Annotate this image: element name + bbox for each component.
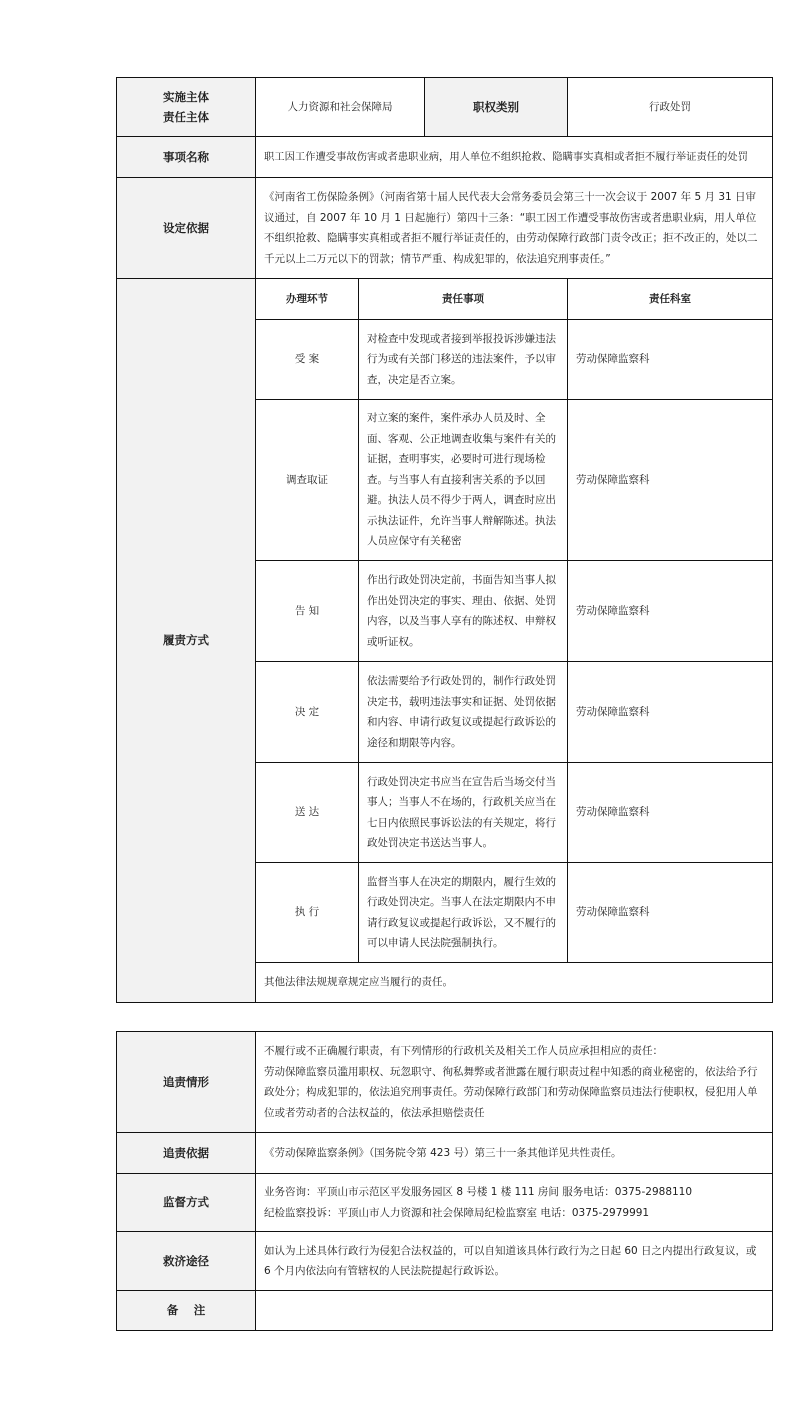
office-cell: 劳动保障监察科 [568, 863, 773, 963]
duty-cell: 依法需要给予行政处罚的，制作行政处罚决定书，载明违法事实和证据、处罚依据和内容、申请行政复议或提起行政诉讼的途径和期限等内容。 [359, 662, 568, 763]
duty-header-row [117, 279, 773, 320]
stage-cell: 调查取证 [256, 400, 359, 561]
consultation-line: 业务咨询：平顶山市示范区平发服务园区 8 号楼 1 楼 111 房间 服务电话：0375-2988110 [264, 1186, 693, 1198]
accountability-label: 追责情形 [117, 1032, 256, 1133]
duty-cell: 行政处罚决定书应当在宣告后当场交付当事人；当事人不在场的，行政机关应当在七日内依照民事诉讼法的有关规定，将行政处罚决定书送达当事人。 [359, 763, 568, 863]
office-cell: 劳动保障监察科 [568, 320, 773, 400]
col-header-stage: 办理环节 [256, 279, 359, 320]
office-cell: 劳动保障监察科 [568, 662, 773, 763]
accountability-basis-value: 《劳动保障监察条例》（国务院令第 423 号）第三十一条其他详见共性责任。 [256, 1133, 773, 1174]
accountability-basis-label: 追责依据 [117, 1133, 256, 1174]
col-header-duty: 责任事项 [359, 279, 568, 320]
stage-cell: 送 达 [256, 763, 359, 863]
supervision-label: 监督方式 [117, 1174, 256, 1232]
row-accountability [117, 1032, 773, 1133]
subject-label: 实施主体 责任主体 [117, 78, 256, 137]
office-cell: 劳动保障监察科 [568, 763, 773, 863]
office-cell: 劳动保障监察科 [568, 400, 773, 561]
accountability-table [116, 1031, 773, 1331]
remarks-value [256, 1291, 773, 1331]
row-remarks [117, 1291, 773, 1331]
category-label: 职权类别 [425, 78, 568, 137]
col-header-office: 责任科室 [568, 279, 773, 320]
row-subject [117, 78, 773, 137]
duty-cell: 对检查中发现或者接到举报投诉涉嫌违法行为或有关部门移送的违法案件，予以审查，决定是否立案。 [359, 320, 568, 400]
remedy-label: 救济途径 [117, 1232, 256, 1291]
subject-value: 人力资源和社会保障局 [256, 78, 425, 137]
duty-label: 履责方式 [117, 279, 256, 1003]
duty-cell: 监督当事人在决定的期限内，履行生效的行政处罚决定。当事人在法定期限内不申请行政复议或提起行政诉讼，又不履行的可以申请人民法院强制执行。 [359, 863, 568, 963]
stage-cell: 告 知 [256, 561, 359, 662]
item-name-value: 职工因工作遭受事故伤害或者患职业病，用人单位不组织抢救、隐瞒事实真相或者拒不履行举证责任的处罚 [256, 137, 773, 178]
row-item-name [117, 137, 773, 178]
stage-cell: 受 案 [256, 320, 359, 400]
basis-value: 《河南省工伤保险条例》（河南省第十届人民代表大会常务委员会第三十一次会议于 2007 年 5 月 31 日审议通过，自 2007 年 10 月 1 日起施行）第四十三条：“职工因工作遭受事故伤害或者患职业病，用人单位不组织抢救、隐瞒事实真相或者拒不履行举证责任的，由劳动保障行政部门责令改正；拒不改正的，处以二千元以上二万元以下的罚款；情节严重、构成犯罪的，依法追究刑事责任。” [256, 178, 773, 279]
other-duty-text: 其他法律法规规章规定应当履行的责任。 [256, 963, 773, 1003]
row-basis [117, 178, 773, 279]
row-supervision [117, 1174, 773, 1232]
duty-cell: 对立案的案件，案件承办人员及时、全面、客观、公正地调查收集与案件有关的证据，查明事实，必要时可进行现场检查。与当事人有直接利害关系的予以回避。执法人员不得少于两人，调查时应出示执法证件，允许当事人辩解陈述。执法人员应保守有关秘密 [359, 400, 568, 561]
supervision-value [256, 1174, 773, 1232]
category-value: 行政处罚 [568, 78, 773, 137]
office-cell: 劳动保障监察科 [568, 561, 773, 662]
row-remedy [117, 1232, 773, 1291]
duty-cell: 作出行政处罚决定前，书面告知当事人拟作出处罚决定的事实、理由、依据、处罚内容，以及当事人享有的陈述权、申辩权或听证权。 [359, 561, 568, 662]
remedy-value: 如认为上述具体行政行为侵犯合法权益的，可以自知道该具体行政行为之日起 60 日之内提出行政复议，或 6 个月内依法向有管辖权的人民法院提起行政诉讼。 [256, 1232, 773, 1291]
duty-table [116, 77, 773, 1003]
remarks-label: 备 注 [117, 1291, 256, 1331]
complaint-line: 纪检监察投诉：平顶山市人力资源和社会保障局纪检监察室 电话：0375-2979991 [264, 1206, 650, 1219]
row-accountability-basis [117, 1133, 773, 1174]
stage-cell: 决 定 [256, 662, 359, 763]
accountability-value: 不履行或不正确履行职责，有下列情形的行政机关及相关工作人员应承担相应的责任： 劳动保障监察员滥用职权、玩忽职守、徇私舞弊或者泄露在履行职责过程中知悉的商业秘密的，依法给予行政处分；构成犯罪的，依法追究刑事责任。劳动保障行政部门和劳动保障监察员违法行使职权，侵犯用人单位或者劳动者的合法权益的，依法承担赔偿责任 [256, 1032, 773, 1133]
item-name-label: 事项名称 [117, 137, 256, 178]
basis-label: 设定依据 [117, 178, 256, 279]
stage-cell: 执 行 [256, 863, 359, 963]
